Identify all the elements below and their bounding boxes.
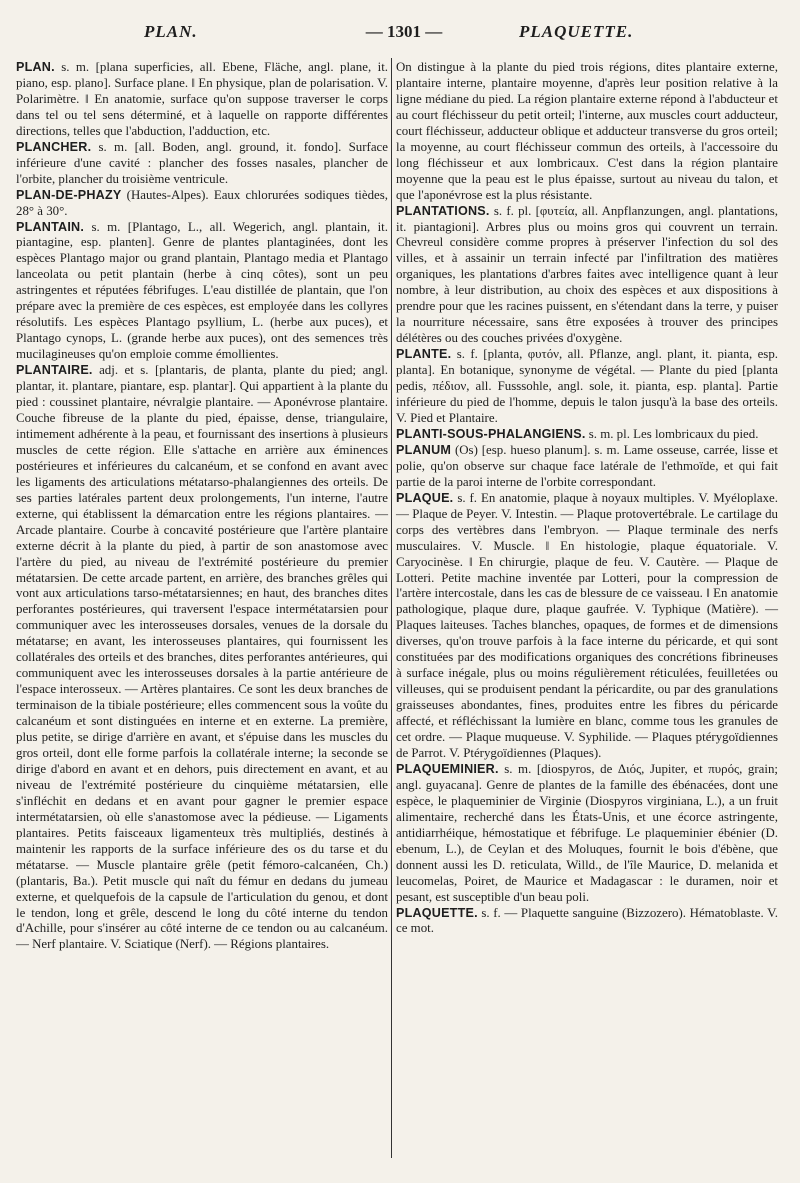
column-divider bbox=[391, 58, 392, 1158]
entry-text: adj. et s. [plantaris, de planta, plante du pied; angl. plantar, it. plantare, piantare, esp. plantar]. Qui appartient à la plante du pied : coussinet plantaire, névralgie plantaire. — Aponévrose plantaire. Couche fibreuse de la plante du pied, épaisse, dense, triangulaire, intimement adhérente à la peau, et fournissant des insertions à plusieurs muscles de cette région. Elle s'attache en arrière aux éminences postérieures et inférieures du calcanéum, et se confond en avant avec les ligaments des articulations métatarso-phalangiennes des orteils. De ses parties latérales partent deux prolongements, l'un interne, l'autre externe, qui établissent la démarcation entre les régions plantaires. — Arcade plantaire. Courbe à concavité postérieure que l'artère plantaire externe décrit à la plante du pied, à partir de son anastomose avec l'artère du pied, au niveau de l'extrémité postérieure du premier métatarsien. De cette arcade partent, en arrière, des branches grêles qui vont aux articulations tarso-métatarsiennes; en haut, des branches dites perforantes postérieures, qui traversent l'espace intermétatarsien pour communiquer avec les interosseuses dorsales, venues de la dorsale du métatarse; en avant, les interosseuses plantaires, qui fournissent les collatérales des orteils et des branches, dites perforantes antérieures, qui communiquent avec les interosseuses dorsales à la partie antérieure de l'espace interosseux. — Artères plantaires. Ce sont les deux branches de terminaison de la tibiale postérieure; elles commencent sous la voûte du calcanéum et sont distinguées en interne et en externe. La première, plus petite, se dirige d'arrière en avant, et s'épuise dans les muscles du gros orteil, dont elle forme parfois la collatérale interne; la seconde se dirige d'abord en avant et en dehors, puis directement en avant, et au niveau de l'extrémité postérieure du cinquième métatarsien, elle s'infléchit en dedans et en avant pour gagner le premier espace intermétatarsien, où elle s'anastomose avec la pédieuse. — Ligaments plantaires. Petits faisceaux ligamenteux très multipliés, destinés à maintenir les rapports de la surface inférieure des os du tarse et du métatarse. — Muscle plantaire grêle (petit fémoro-calcanéen, Ch.) (plantaris, Ba.). Petit muscle qui naît du fémur en dedans du jumeau externe, et quelquefois de la capsule de l'articulation du genou, et dont le tendon, long et grêle, descend le long du côté interne du tendon d'Achille, pour s'insérer au côté interne de ce tendon ou au calcanéum. — Nerf plantaire. V. Sciatique (Nerf). — Régions plantaires. bbox=[16, 363, 388, 952]
dictionary-entry bbox=[396, 762, 778, 906]
entry-text: On distingue à la plante du pied trois régions, dites plantaire externe, plantaire interne, plantaire moyenne, d'après leur position relative à la ligne médiane du pied. La région plantaire externe répond à l'abducteur et au court fléchisseur du petit orteil; l'interne, aux muscles court adducteur, court fléchisseur, adducteur oblique et adducteur transverse du gros orteil; la moyenne, au court fléchisseur commun des orteils, à l'accessoire du long fléchisseur et aux lombricaux. C'est dans la région plantaire moyenne que la peau est le plus épaisse, surtout au niveau du talon, et que l'aponévrose est la plus résistante. bbox=[396, 60, 778, 202]
right-column bbox=[396, 60, 778, 937]
page-header bbox=[14, 22, 786, 50]
entry-headword: PLAN-DE-PHAZY bbox=[16, 187, 122, 202]
entry-headword: PLANTI-SOUS-PHALANGIENS. bbox=[396, 426, 586, 441]
entry-headword: PLAQUEMINIER. bbox=[396, 761, 499, 776]
entry-headword: PLANTATIONS. bbox=[396, 203, 490, 218]
entry-text: s. m. [all. Boden, angl. ground, it. fondo]. Surface inférieure d'une cavité : plancher des fosses nasales, plancher de l'orbite, plancher du troisième ventricule. bbox=[16, 139, 388, 186]
dictionary-entry bbox=[16, 60, 388, 140]
dictionary-entry bbox=[16, 220, 388, 364]
entry-text: s. f. [planta, φυτόν, all. Pflanze, angl. plant, it. pianta, esp. planta]. En botanique, synonyme de végétal. — Plante du pied [planta pedis, πέδιον, all. Fusssohle, angl. sole, it. pianta, esp. planta]. Partie inférieure du pied de l'homme, depuis le talon jusqu'à la base des orteils. V. Pied et Plantaire. bbox=[396, 347, 778, 425]
dictionary-entry bbox=[396, 443, 778, 491]
entry-headword: PLANUM bbox=[396, 442, 452, 457]
entry-text: s. f. — Plaquette sanguine (Bizzozero). Hématoblaste. V. ce mot. bbox=[396, 905, 778, 936]
dictionary-entry bbox=[396, 491, 778, 762]
dictionary-entry bbox=[396, 906, 778, 938]
entry-headword: PLAQUETTE. bbox=[396, 905, 478, 920]
dictionary-entry bbox=[16, 363, 388, 953]
left-column bbox=[16, 60, 388, 953]
running-head-left: PLAN. bbox=[144, 22, 198, 41]
entry-text: s. f. pl. [φυτεία, all. Anpflanzungen, angl. plantations, it. piantagioni]. Arbres plus ou moins gros qui couvrent un terrain. Chevreul considère comme propres à préserver l'infection du sol des villes, et à assainir un terrain infecté par l'infiltration des matières organiques, les plantations d'arbres faites avec intelligence quant à leur nombre, à leur distribution, au choix des espèces et aux dispositions à prendre pour que les racines puissent, en s'étendant dans la terre, y puiser la nourriture nécessaire, sans être exposées à trouver des principes délétères ou des couches privées d'oxygène. bbox=[396, 203, 778, 346]
dictionary-entry bbox=[16, 140, 388, 188]
dictionary-entry bbox=[16, 188, 388, 220]
entry-headword: PLANTE. bbox=[396, 347, 452, 362]
entry-text: s. m. [plana superficies, all. Ebene, Fläche, angl. plane, it. piano, esp. plano]. Surface plane. ‖ En physique, plan de polarisation. V. Polarimètre. ‖ En anatomie, surface qu'on suppose traverser le corps dans tel ou tel sens déterminé, et à laquelle on rapporte différentes directions, telles que l'abduction, l'adduction, etc. bbox=[16, 60, 388, 138]
dictionary-entry bbox=[396, 60, 778, 204]
entry-headword: PLANTAIN. bbox=[16, 219, 85, 234]
page-number: — 1301 — bbox=[365, 22, 443, 41]
entry-headword: PLAN. bbox=[16, 60, 55, 74]
entry-text: s. m. [Plantago, L., all. Wegerich, angl. plantain, it. piantagine, esp. planten]. Genre de plantes plantaginées, dont les espèces Plantago major ou grand plantain, Plantago media et Plantago lanceolata ou petit plantain (herbe à cinq côtes), sont un peu astringentes et réputées fébrifuges. L'eau distillée de plantain, que l'on prépare avec la première de ces espèces, est employée dans les collyres résolutifs. Les espèces Plantago psyllium, L. (herbe aux puces), et Plantago cynops, L. (grande herbe aux puces), ont des semences très mucilagineuses qu'on emploie comme émollientes. bbox=[16, 219, 388, 362]
entry-text: (Os) [esp. hueso planum]. s. m. Lame osseuse, carrée, lisse et polie, qu'on observe sur chaque face latérale de l'ethmoïde, et qui fait partie de la paroi interne de l'orbite correspondant. bbox=[396, 442, 778, 489]
running-head-right: PLAQUETTE. bbox=[519, 22, 634, 41]
entry-headword: PLANTAIRE. bbox=[16, 363, 93, 378]
entry-headword: PLANCHER. bbox=[16, 139, 92, 154]
entry-text: s. m. [diospyros, de Διός, Jupiter, et πυρός, grain; angl. guyacana]. Genre de plantes de la famille des ébénacées, dont une espèce, le plaqueminier de Virginie (Diospyros virginiana, L.), a un fruit alimentaire, recherché dans les États-Unis, et une écorce astringente, antidiarrhéique, hémostatique et fébrifuge. Le plaqueminier ébénier (D. ebenum, L.), de Ceylan et des Moluques, fournit le bois d'ébène, que donnent aussi les D. reticulata, Willd., de l'île Maurice, D. melanida et leucomelas, Poiret, de Maurice et Madagascar : le duramen, noir et pesant, est susceptible d'un beau poli. bbox=[396, 761, 778, 904]
entry-text: (Hautes-Alpes). Eaux chlorurées sodiques tièdes, 28° à 30°. bbox=[16, 187, 388, 218]
dictionary-entry bbox=[396, 347, 778, 427]
dictionary-entry bbox=[396, 427, 778, 443]
entry-text: s. f. En anatomie, plaque à noyaux multiples. V. Myéloplaxe. — Plaque de Peyer. V. Intestin. — Plaque protovertébrale. Le cartilage du corps des vertèbres dans l'embryon. — Plaque terminale des nerfs musculaires. V. Muscle. ‖ En histologie, plaque équatoriale. V. Caryocinèse. ‖ En chirurgie, plaque de feu. V. Cautère. — Plaque de Lotteri. Petite machine inventée par Lotteri, pour la compression de l'artère intercostale, dans les cas de blessure de ce vaisseau. ‖ En anatomie pathologique, plaque dure, plaque gaufrée. V. Typhique (Matière). — Plaques laiteuses. Taches blanches, opaques, de formes et de dimensions diverses, qu'on trouve parfois à la face interne du péricarde, et qui sont constituées par des modifications organiques des concrétions fibrineuses à surface inégale, plus ou moins régulièrement réticulées, feuilletées ou villeuses, qui se produisent pendant la péricardite, ou par des granulations graisseuses abondantes, fines, produites entre les fibres du péricarde affecté, et réfléchissant la lumière en blanc, comme tous les granules de cet ordre. — Plaque muqueuse. V. Syphilide. — Plaques ptérygoïdiennes de Parrot. V. Ptérygoïdiennes (Plaques). bbox=[396, 490, 778, 760]
entry-headword: PLAQUE. bbox=[396, 490, 454, 505]
entry-text: s. m. pl. Les lombricaux du pied. bbox=[585, 426, 759, 441]
dictionary-entry bbox=[396, 204, 778, 348]
